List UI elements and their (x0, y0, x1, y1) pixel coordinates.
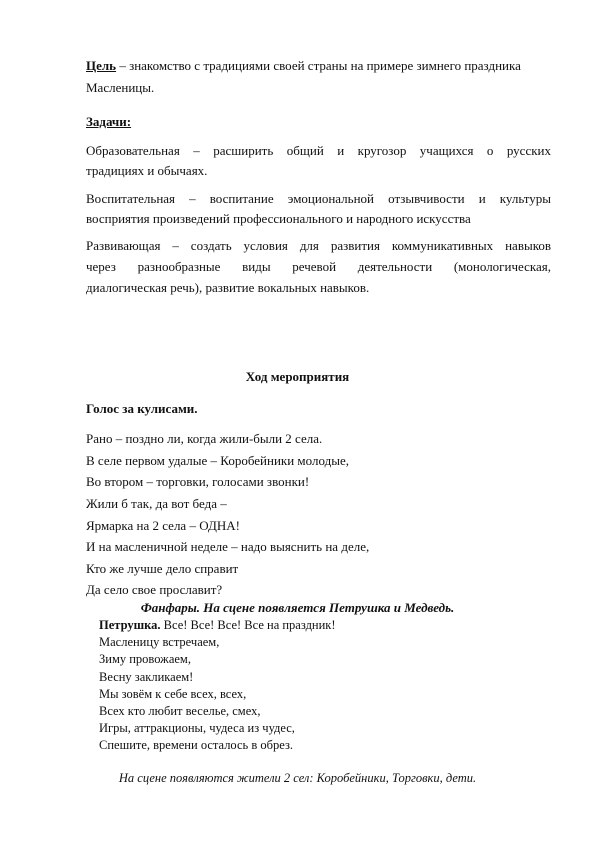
stage-direction-fanfare: Фанфары. На сцене появляется Петрушка и Медведь. (140, 600, 455, 615)
petrushka-line: Весну закликаем! (99, 670, 194, 684)
speaker-name: Петрушка. (99, 618, 161, 632)
task-upbringing-line-2: восприятия произведений профессионального и народного искусства (86, 211, 471, 226)
poem-line: Ярмарка на 2 села – ОДНА! (86, 518, 240, 533)
petrushka-line: Мы зовём к себе всех, всех, (99, 687, 247, 701)
goal-line-2: Масленицы. (86, 80, 155, 95)
task-upbringing-line-1: Воспитательная – воспитание эмоциональной отзывчивости и культуры (86, 191, 551, 206)
task-developing-line-1: Развивающая – создать условия для развития коммуникативных навыков (86, 238, 551, 253)
speech-text: Все! Все! Все! Все на праздник! (160, 618, 336, 632)
poem-line: В селе первом удалые – Коробейники молодые, (86, 453, 349, 468)
poem-line: Жили б так, да вот беда – (86, 496, 227, 511)
task-developing-line-2: через разнообразные виды речевой деятельности (монологическая, (86, 259, 551, 274)
petrushka-line: Зиму провожаем, (99, 652, 191, 666)
stage-direction-villagers: На сцене появляются жители 2 сел: Коробейники, Торговки, дети. (118, 771, 477, 785)
petrushka-line: Спешите, времени осталось в обрез. (99, 738, 294, 752)
tasks-heading: Задачи: (86, 114, 132, 129)
task-educational-line-2: традициях и обычаях. (86, 163, 208, 178)
goal-label: Цель (86, 58, 117, 73)
task-educational-line-1: Образовательная – расширить общий и кругозор учащихся о русских (86, 143, 551, 158)
task-developing-line-3: диалогическая речь), развитие вокальных навыков. (86, 280, 370, 295)
poem-line: Да село свое прославит? (86, 582, 223, 597)
petrushka-line: Всех кто любит веселье, смех, (99, 704, 261, 718)
goal-line-1 (86, 58, 521, 74)
poem-line: Во втором – торговки, голосами звонки! (86, 474, 310, 489)
event-heading: Ход мероприятия (245, 369, 350, 384)
petrushka-line: Игры, аттракционы, чудеса из чудес, (99, 721, 295, 735)
poem-line: Рано – поздно ли, когда жили-были 2 села. (86, 431, 323, 446)
petrushka-first-line (99, 617, 336, 634)
petrushka-line: Масленицу встречаем, (99, 635, 220, 649)
voice-heading: Голос за кулисами. (86, 401, 198, 416)
poem-line: И на масленичной неделе – надо выяснить на деле, (86, 539, 370, 554)
poem-line: Кто же лучше дело справит (86, 561, 239, 576)
goal-text: – знакомство с традициями своей страны на примере зимнего праздника (116, 58, 521, 73)
